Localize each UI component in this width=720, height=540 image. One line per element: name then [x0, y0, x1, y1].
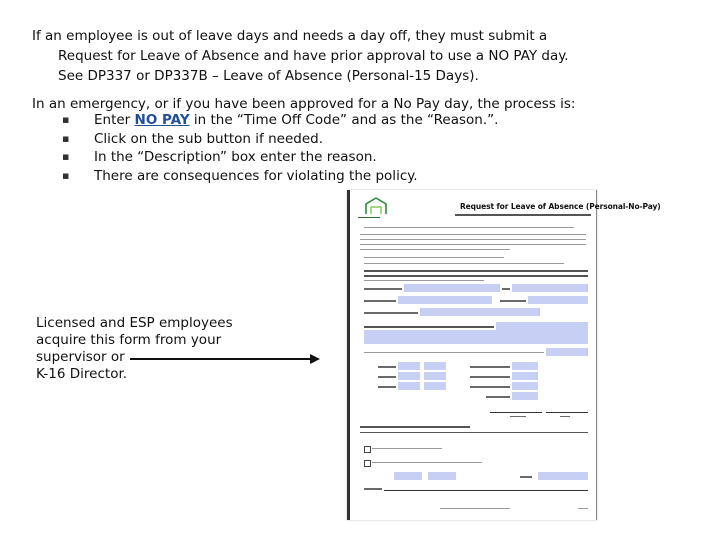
- intro-line-1: If an employee is out of leave days and needs a day off, they must submit a: [32, 28, 548, 44]
- intro-line-2: Request for Leave of Absence and have prior approval to use a NO PAY day.: [58, 48, 569, 64]
- district-logo-icon: [362, 196, 390, 216]
- intro-paragraph: [32, 26, 712, 86]
- intro-line-3: See DP337 or DP337B – Leave of Absence (Personal-15 Days).: [58, 68, 479, 84]
- list-item: [62, 148, 498, 167]
- bullet-icon: ▪: [62, 150, 70, 163]
- step-text: Enter: [94, 112, 135, 128]
- process-intro-text: In an emergency, or if you have been approved for a No Pay day, the process is:: [32, 96, 576, 112]
- step-text: Click on the sub button if needed.: [94, 130, 323, 147]
- bullet-icon: ▪: [62, 168, 70, 182]
- list-item: [62, 111, 498, 130]
- list-item: [62, 167, 498, 186]
- bullet-icon: ▪: [62, 113, 70, 126]
- leave-form-thumbnail: [347, 190, 661, 520]
- step-text: in the “Time Off Code” and as the “Reason.”.: [189, 112, 499, 128]
- note-line: K-16 Director.: [36, 366, 128, 382]
- form-title: Request for Leave of Absence (Personal-No-Pay): [460, 202, 661, 211]
- arrow-icon: [130, 352, 320, 366]
- form-source-note: [36, 315, 246, 383]
- process-steps: [62, 111, 498, 185]
- bullet-icon: ▪: [62, 131, 70, 145]
- note-line: supervisor or: [36, 349, 125, 365]
- no-pay-code: NO PAY: [134, 112, 190, 128]
- step-text: In the “Description” box enter the reason.: [94, 149, 377, 165]
- note-line: acquire this form from your: [36, 332, 222, 348]
- list-item: [62, 130, 498, 149]
- note-line: Licensed and ESP employees: [36, 315, 233, 331]
- step-text: There are consequences for violating the policy.: [94, 167, 418, 184]
